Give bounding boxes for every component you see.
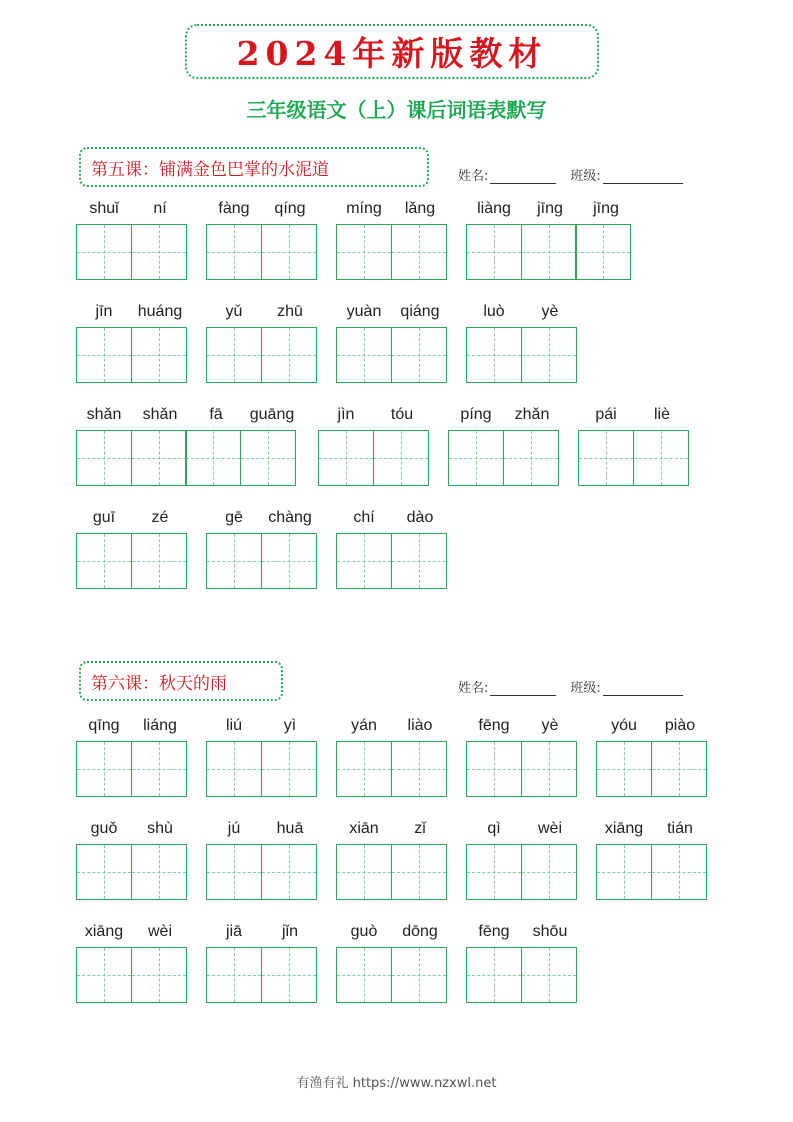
tianzige-cell[interactable] (521, 741, 577, 797)
writing-cells (76, 741, 188, 797)
pinyin-label: yè (541, 717, 559, 734)
pinyin-label: huā (276, 820, 304, 837)
writing-cells (466, 844, 578, 900)
pinyin-label: chí (353, 509, 375, 526)
tianzige-cell[interactable] (391, 741, 447, 797)
pinyin-label: jǐn (281, 923, 298, 940)
pinyin-row (318, 405, 430, 427)
pinyin-row (206, 508, 318, 530)
class-field[interactable] (603, 169, 683, 184)
tianzige-cell[interactable] (206, 327, 262, 383)
page-title: 2024年新版教材 (236, 34, 548, 73)
pinyin-label: xiāng (84, 923, 124, 940)
tianzige-cell[interactable] (76, 327, 132, 383)
tianzige-cell[interactable] (240, 430, 296, 486)
writing-cells (76, 224, 188, 280)
writing-cells (448, 430, 560, 486)
pinyin-label: fēng (478, 923, 510, 940)
pinyin-label: zhǎn (514, 406, 550, 423)
tianzige-cell[interactable] (76, 533, 132, 589)
pinyin-label: tóu (390, 406, 414, 423)
word-group (318, 405, 430, 486)
word-group (336, 819, 448, 900)
tianzige-cell[interactable] (596, 844, 652, 900)
tianzige-cell[interactable] (448, 430, 504, 486)
writing-cells (206, 224, 318, 280)
pinyin-label: xiāng (604, 820, 644, 837)
pinyin-label: dōng (402, 923, 438, 940)
word-group (336, 199, 448, 280)
tianzige-cell[interactable] (131, 327, 187, 383)
pinyin-label: pái (595, 406, 617, 423)
pinyin-label: guǒ (90, 820, 118, 837)
writing-cells (336, 844, 448, 900)
word-group (466, 819, 578, 900)
word-group (76, 508, 188, 589)
pinyin-row (206, 302, 318, 324)
pinyin-label: tián (667, 820, 693, 837)
pinyin-label: huáng (137, 303, 183, 320)
pinyin-row (76, 508, 188, 530)
lesson-heading: 第六课：秋天的雨 (91, 673, 227, 694)
writing-cells (76, 430, 300, 486)
pinyin-label: piào (664, 717, 696, 734)
pinyin-label: shōu (532, 923, 568, 940)
pinyin-row (336, 199, 448, 221)
pinyin-row (596, 716, 708, 738)
pinyin-row (76, 922, 188, 944)
pinyin-row (76, 716, 188, 738)
pinyin-label: jiā (225, 923, 242, 940)
pinyin-label: guò (350, 923, 378, 940)
lesson-heading-box (79, 147, 429, 187)
tianzige-cell[interactable] (131, 533, 187, 589)
word-group (76, 405, 300, 486)
pinyin-row (76, 199, 188, 221)
pinyin-label: jīng (593, 200, 619, 217)
pinyin-row (466, 716, 578, 738)
tianzige-cell[interactable] (336, 224, 392, 280)
writing-cells (76, 327, 188, 383)
tianzige-cell[interactable] (391, 224, 447, 280)
pinyin-label: liàng (477, 200, 511, 217)
tianzige-cell[interactable] (261, 947, 317, 1003)
pinyin-label: wèi (537, 820, 562, 837)
tianzige-cell[interactable] (391, 533, 447, 589)
word-group (466, 199, 634, 280)
tianzige-cell[interactable] (76, 224, 132, 280)
pinyin-label: píng (460, 406, 492, 423)
tianzige-cell[interactable] (76, 844, 132, 900)
pinyin-row (206, 819, 318, 841)
writing-cells (336, 741, 448, 797)
word-group (206, 302, 318, 383)
word-group (206, 922, 318, 1003)
pinyin-label: qiáng (400, 303, 440, 320)
writing-cells (466, 741, 578, 797)
tianzige-cell[interactable] (206, 224, 262, 280)
tianzige-cell[interactable] (131, 741, 187, 797)
pinyin-label: jìn (337, 406, 355, 423)
pinyin-label: xiān (349, 820, 379, 837)
tianzige-cell[interactable] (391, 327, 447, 383)
tianzige-cell[interactable] (131, 224, 187, 280)
writing-cells (206, 327, 318, 383)
pinyin-row (76, 302, 188, 324)
word-group (578, 405, 690, 486)
student-info (458, 165, 683, 184)
word-group (76, 922, 188, 1003)
pinyin-label: dào (406, 509, 434, 526)
pinyin-row (336, 716, 448, 738)
word-group (76, 302, 188, 383)
writing-cells (336, 533, 448, 589)
pinyin-label: liào (407, 717, 433, 734)
pinyin-row (206, 922, 318, 944)
tianzige-cell[interactable] (466, 741, 522, 797)
writing-cells (466, 224, 634, 280)
tianzige-cell[interactable] (206, 533, 262, 589)
tianzige-cell[interactable] (336, 533, 392, 589)
tianzige-cell[interactable] (261, 741, 317, 797)
title-box (185, 24, 599, 79)
lesson-heading-box (79, 661, 283, 701)
name-label: 姓名: (458, 169, 489, 184)
tianzige-cell[interactable] (131, 430, 187, 486)
word-group (206, 819, 318, 900)
tianzige-cell[interactable] (633, 430, 689, 486)
writing-cells (336, 327, 448, 383)
tianzige-cell[interactable] (336, 741, 392, 797)
word-group (76, 716, 188, 797)
pinyin-row (596, 819, 708, 841)
word-group (596, 819, 708, 900)
writing-cells (206, 741, 318, 797)
tianzige-cell[interactable] (521, 947, 577, 1003)
tianzige-cell[interactable] (578, 430, 634, 486)
pinyin-label: yán (351, 717, 377, 734)
pinyin-label: shǎn (86, 406, 122, 423)
pinyin-label: liáng (143, 717, 177, 734)
tianzige-cell[interactable] (466, 224, 522, 280)
pinyin-label: guī (92, 509, 116, 526)
tianzige-cell[interactable] (521, 327, 577, 383)
pinyin-label: jīng (537, 200, 563, 217)
tianzige-cell[interactable] (261, 327, 317, 383)
page-subtitle: 三年级语文（上）课后词语表默写 (246, 98, 547, 122)
pinyin-label: qíng (274, 200, 306, 217)
pinyin-label: fēng (478, 717, 510, 734)
writing-cells (318, 430, 430, 486)
pinyin-label: luò (483, 303, 505, 320)
pinyin-label: lǎng (404, 200, 436, 217)
tianzige-cell[interactable] (466, 327, 522, 383)
pinyin-label: gē (225, 509, 243, 526)
class-label: 班级: (570, 169, 601, 184)
writing-cells (466, 947, 578, 1003)
word-group (466, 922, 578, 1003)
tianzige-cell[interactable] (466, 844, 522, 900)
tianzige-cell[interactable] (521, 844, 577, 900)
tianzige-cell[interactable] (651, 741, 707, 797)
pinyin-row (336, 819, 448, 841)
pinyin-row (206, 199, 318, 221)
footer-watermark: 有渔有礼 https://www.nzxwl.net (296, 1076, 497, 1091)
pinyin-row (76, 819, 188, 841)
tianzige-cell[interactable] (76, 430, 132, 486)
pinyin-label: shuǐ (89, 200, 119, 217)
pinyin-label: wèi (147, 923, 172, 940)
pinyin-label: zhū (277, 303, 303, 320)
tianzige-cell[interactable] (131, 947, 187, 1003)
writing-cells (466, 327, 578, 383)
word-group (448, 405, 560, 486)
tianzige-cell[interactable] (336, 844, 392, 900)
pinyin-label: liú (225, 717, 242, 734)
word-group (466, 302, 578, 383)
tianzige-cell[interactable] (76, 741, 132, 797)
writing-cells (206, 533, 318, 589)
pinyin-row (336, 302, 448, 324)
writing-cells (206, 844, 318, 900)
tianzige-cell[interactable] (76, 947, 132, 1003)
tianzige-cell[interactable] (596, 741, 652, 797)
pinyin-row (466, 819, 578, 841)
pinyin-label: shǎn (142, 406, 178, 423)
pinyin-label: fā (209, 406, 223, 423)
pinyin-label: jīn (95, 303, 113, 320)
tianzige-cell[interactable] (373, 430, 429, 486)
name-field[interactable] (490, 681, 556, 696)
pinyin-row (466, 199, 634, 221)
pinyin-label: liè (653, 406, 670, 423)
student-info (458, 677, 683, 696)
pinyin-label: ní (153, 200, 167, 217)
pinyin-row (466, 302, 578, 324)
writing-cells (596, 741, 708, 797)
pinyin-label: fàng (218, 200, 250, 217)
pinyin-label: chàng (268, 509, 312, 526)
pinyin-row (448, 405, 560, 427)
tianzige-cell[interactable] (206, 741, 262, 797)
word-group (76, 199, 188, 280)
pinyin-label: zé (151, 509, 169, 526)
pinyin-label: míng (346, 200, 382, 217)
pinyin-row (336, 922, 448, 944)
tianzige-cell[interactable] (318, 430, 374, 486)
writing-cells (578, 430, 690, 486)
word-group (76, 819, 188, 900)
tianzige-cell[interactable] (206, 844, 262, 900)
pinyin-label: jú (227, 820, 241, 837)
pinyin-row (336, 508, 448, 530)
pinyin-label: zǐ (414, 820, 426, 837)
pinyin-label: guāng (249, 406, 295, 423)
pinyin-label: yì (283, 717, 297, 734)
tianzige-cell[interactable] (261, 224, 317, 280)
tianzige-cell[interactable] (391, 947, 447, 1003)
word-group (206, 199, 318, 280)
pinyin-row (578, 405, 690, 427)
pinyin-label: qì (487, 820, 501, 837)
class-field[interactable] (603, 681, 683, 696)
writing-cells (596, 844, 708, 900)
pinyin-label: yuàn (346, 303, 382, 320)
word-group (466, 716, 578, 797)
tianzige-cell[interactable] (206, 947, 262, 1003)
tianzige-cell[interactable] (185, 430, 241, 486)
tianzige-cell[interactable] (131, 844, 187, 900)
pinyin-label: yè (541, 303, 559, 320)
pinyin-label: yǔ (225, 303, 243, 320)
tianzige-cell[interactable] (521, 224, 577, 280)
name-label: 姓名: (458, 681, 489, 696)
tianzige-cell[interactable] (575, 224, 631, 280)
writing-cells (76, 533, 188, 589)
word-group (336, 716, 448, 797)
tianzige-cell[interactable] (391, 844, 447, 900)
tianzige-cell[interactable] (466, 947, 522, 1003)
pinyin-row (466, 922, 578, 944)
pinyin-label: shù (147, 820, 173, 837)
writing-cells (336, 224, 448, 280)
tianzige-cell[interactable] (336, 327, 392, 383)
class-label: 班级: (570, 681, 601, 696)
writing-cells (76, 947, 188, 1003)
writing-cells (206, 947, 318, 1003)
word-group (336, 508, 448, 589)
tianzige-cell[interactable] (651, 844, 707, 900)
word-group (336, 922, 448, 1003)
word-group (206, 716, 318, 797)
pinyin-label: yóu (611, 717, 637, 734)
tianzige-cell[interactable] (503, 430, 559, 486)
word-group (596, 716, 708, 797)
pinyin-row (206, 716, 318, 738)
name-field[interactable] (490, 169, 556, 184)
writing-cells (76, 844, 188, 900)
tianzige-cell[interactable] (261, 844, 317, 900)
pinyin-row (76, 405, 300, 427)
word-group (336, 302, 448, 383)
tianzige-cell[interactable] (261, 533, 317, 589)
tianzige-cell[interactable] (336, 947, 392, 1003)
lesson-heading: 第五课：铺满金色巴掌的水泥道 (91, 159, 329, 180)
pinyin-label: qīng (88, 717, 120, 734)
writing-cells (336, 947, 448, 1003)
word-group (206, 508, 318, 589)
